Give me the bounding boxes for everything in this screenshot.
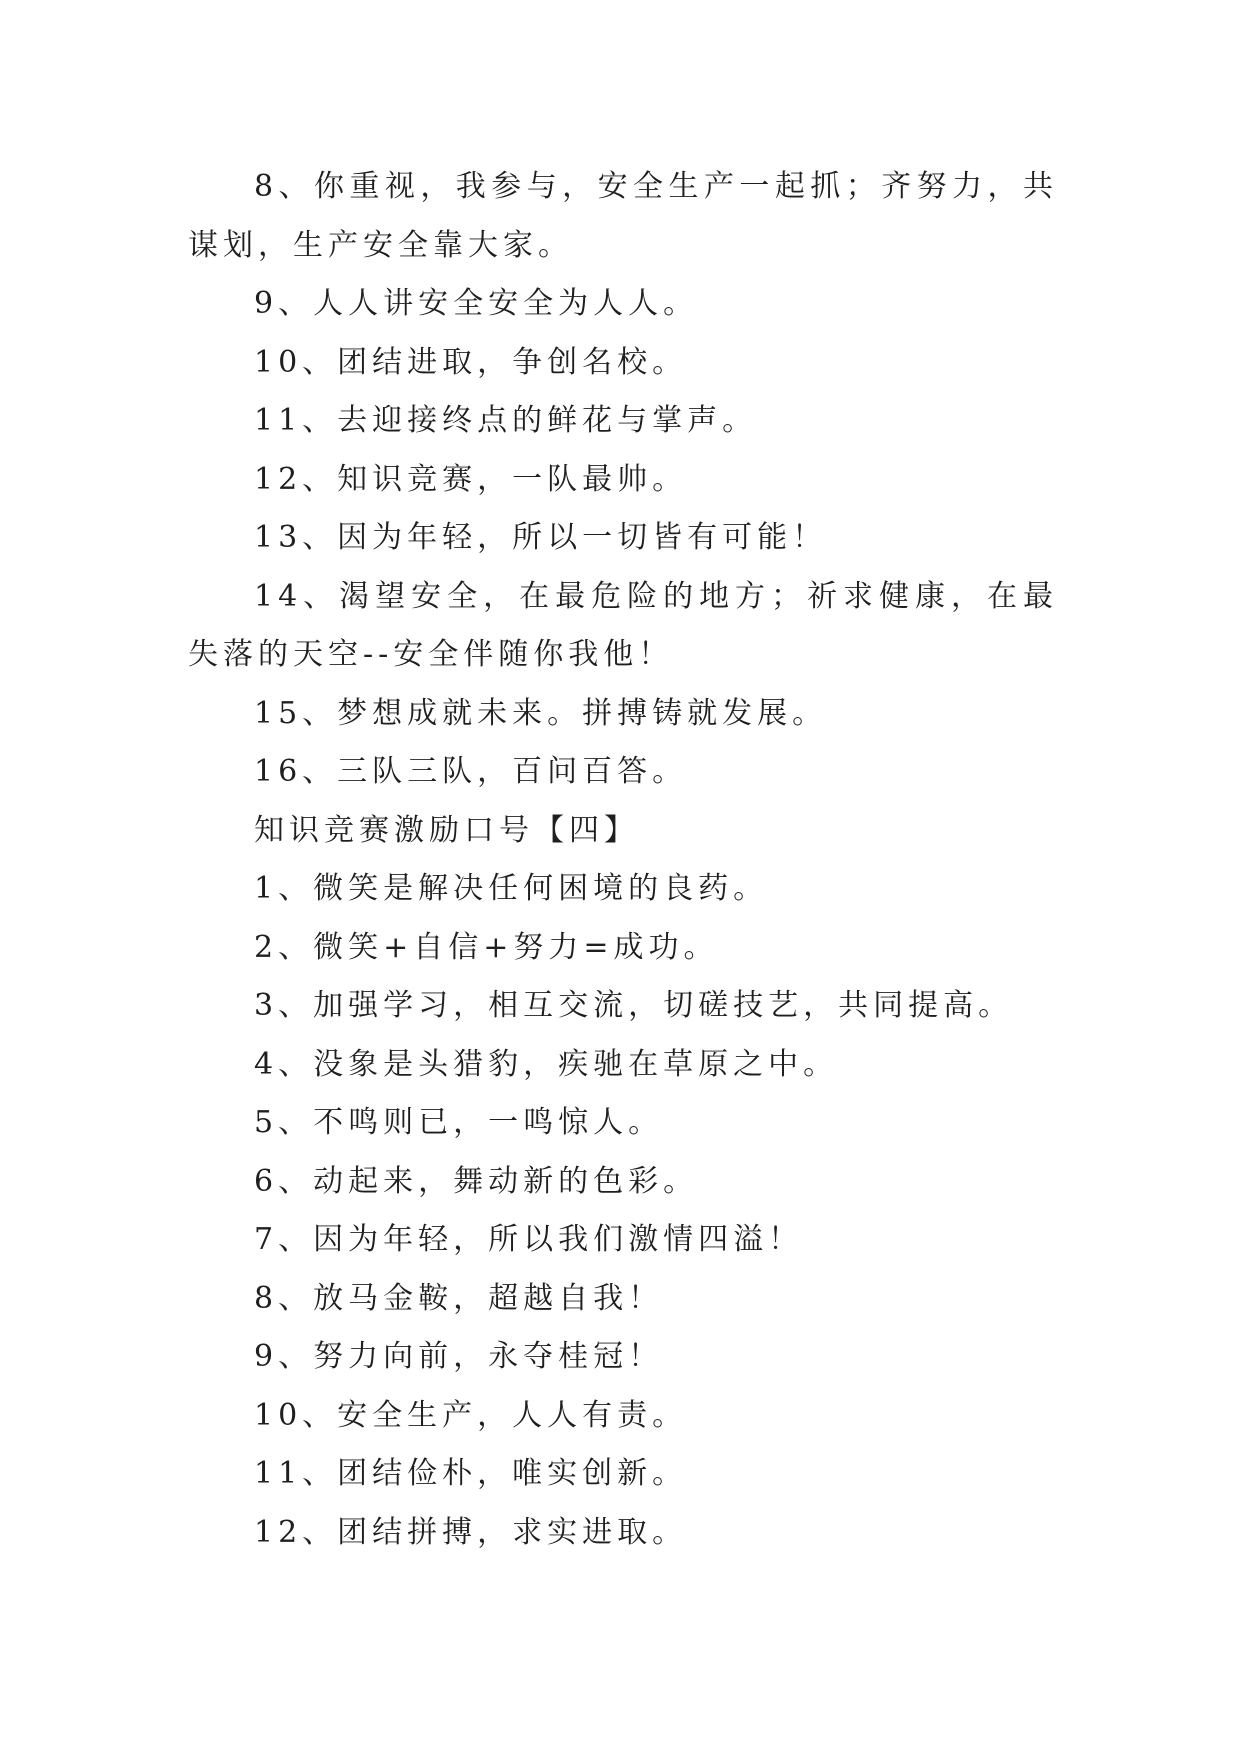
slogan-item: 7、因为年轻，所以我们激情四溢！ <box>254 1222 804 1257</box>
slogan-item: 2、微笑+自信+努力=成功。 <box>254 929 719 965</box>
slogan-item: 13、因为年轻，所以一切皆有可能！ <box>254 520 828 555</box>
slogan-item: 1、微笑是解决任何困境的良药。 <box>254 871 769 906</box>
slogan-item: 10、团结进取，争创名校。 <box>254 344 688 380</box>
slogan-item: 8、你重视，我参与，安全生产一起抓；齐努力，共谋划，生产安全靠大家。 <box>188 169 1058 263</box>
slogan-item: 5、不鸣则已，一鸣惊人。 <box>254 1105 664 1140</box>
slogan-item: 9、人人讲安全安全为人人。 <box>254 286 699 321</box>
document-body <box>188 158 1058 1562</box>
slogan-item: 6、动起来，舞动新的色彩。 <box>254 1163 699 1199</box>
slogan-item: 12、知识竞赛，一队最帅。 <box>254 461 688 497</box>
slogan-item: 8、放马金鞍，超越自我！ <box>254 1280 664 1316</box>
slogan-item: 11、团结俭朴，唯实创新。 <box>254 1456 688 1491</box>
slogan-item: 16、三队三队，百问百答。 <box>254 754 688 789</box>
slogan-item: 15、梦想成就未来。拼搏铸就发展。 <box>254 695 828 731</box>
slogan-item: 4、没象是头猎豹，疾驰在草原之中。 <box>254 1046 839 1082</box>
slogan-item: 14、渴望安全，在最危险的地方；祈求健康，在最失落的天空--安全伴随你我他！ <box>188 578 1058 672</box>
slogan-item: 9、努力向前，永夺桂冠！ <box>254 1339 664 1374</box>
slogan-item: 3、加强学习，相互交流，切磋技艺，共同提高。 <box>254 988 1014 1023</box>
slogan-item: 12、团结拼搏，求实进取。 <box>254 1514 688 1550</box>
slogan-item: 10、安全生产，人人有责。 <box>254 1397 688 1433</box>
slogan-item: 11、去迎接终点的鲜花与掌声。 <box>254 403 758 438</box>
section-heading: 知识竞赛激励口号【四】 <box>254 812 639 848</box>
